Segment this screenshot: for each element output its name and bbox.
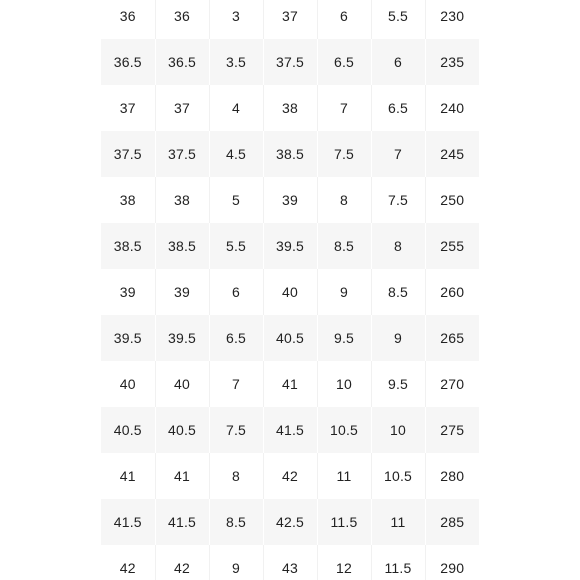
table-cell: 9.5 [371, 361, 425, 407]
table-cell: 5.5 [209, 223, 263, 269]
table-cell: 40.5 [101, 407, 155, 453]
table-cell: 10 [371, 407, 425, 453]
table-cell: 3.5 [209, 39, 263, 85]
table-cell: 7.5 [371, 177, 425, 223]
table-cell: 12 [317, 545, 371, 580]
table-cell: 38 [263, 85, 317, 131]
table-cell: 11.5 [317, 499, 371, 545]
table-cell: 37.5 [263, 39, 317, 85]
table-cell: 275 [425, 407, 479, 453]
table-cell: 4 [209, 85, 263, 131]
table-row [101, 407, 479, 453]
table-cell: 10.5 [317, 407, 371, 453]
table-cell: 39.5 [101, 315, 155, 361]
table-cell: 6.5 [371, 85, 425, 131]
table-cell: 40 [263, 269, 317, 315]
table-row [101, 39, 479, 85]
size-chart-body [101, 0, 479, 580]
table-cell: 10.5 [371, 453, 425, 499]
table-cell: 39 [155, 269, 209, 315]
table-cell: 6 [317, 0, 371, 39]
table-cell: 37 [263, 0, 317, 39]
table-cell: 7.5 [317, 131, 371, 177]
size-chart-table [101, 0, 479, 580]
table-row [101, 223, 479, 269]
table-cell: 5.5 [371, 0, 425, 39]
table-cell: 37 [101, 85, 155, 131]
table-cell: 39 [101, 269, 155, 315]
table-cell: 41 [263, 361, 317, 407]
table-cell: 9 [317, 269, 371, 315]
table-cell: 42 [155, 545, 209, 580]
table-cell: 38 [155, 177, 209, 223]
table-cell: 290 [425, 545, 479, 580]
table-cell: 41.5 [263, 407, 317, 453]
table-cell: 41.5 [101, 499, 155, 545]
table-cell: 3 [209, 0, 263, 39]
table-cell: 265 [425, 315, 479, 361]
table-row [101, 315, 479, 361]
table-cell: 40.5 [263, 315, 317, 361]
table-cell: 39.5 [263, 223, 317, 269]
table-cell: 4.5 [209, 131, 263, 177]
table-cell: 43 [263, 545, 317, 580]
table-cell: 38.5 [155, 223, 209, 269]
table-row [101, 499, 479, 545]
table-cell: 280 [425, 453, 479, 499]
table-cell: 260 [425, 269, 479, 315]
table-cell: 7.5 [209, 407, 263, 453]
table-row [101, 85, 479, 131]
table-cell: 6.5 [209, 315, 263, 361]
table-cell: 6 [371, 39, 425, 85]
table-cell: 8 [209, 453, 263, 499]
table-cell: 11 [371, 499, 425, 545]
table-cell: 240 [425, 85, 479, 131]
table-cell: 9 [371, 315, 425, 361]
table-cell: 36 [101, 0, 155, 39]
table-row [101, 177, 479, 223]
table-cell: 9.5 [317, 315, 371, 361]
table-row [101, 453, 479, 499]
table-cell: 41 [155, 453, 209, 499]
table-cell: 6.5 [317, 39, 371, 85]
table-cell: 8 [371, 223, 425, 269]
table-cell: 7 [371, 131, 425, 177]
table-cell: 255 [425, 223, 479, 269]
table-cell: 38.5 [263, 131, 317, 177]
table-cell: 5 [209, 177, 263, 223]
table-cell: 39 [263, 177, 317, 223]
table-cell: 245 [425, 131, 479, 177]
table-cell: 40 [101, 361, 155, 407]
table-cell: 41.5 [155, 499, 209, 545]
table-row [101, 131, 479, 177]
table-cell: 40 [155, 361, 209, 407]
table-cell: 230 [425, 0, 479, 39]
table-cell: 41 [101, 453, 155, 499]
table-cell: 38 [101, 177, 155, 223]
table-cell: 36 [155, 0, 209, 39]
table-cell: 8.5 [209, 499, 263, 545]
table-cell: 36.5 [101, 39, 155, 85]
table-cell: 39.5 [155, 315, 209, 361]
table-cell: 270 [425, 361, 479, 407]
table-cell: 42 [101, 545, 155, 580]
table-cell: 11.5 [371, 545, 425, 580]
table-cell: 37.5 [101, 131, 155, 177]
table-cell: 250 [425, 177, 479, 223]
table-cell: 40.5 [155, 407, 209, 453]
table-row [101, 269, 479, 315]
table-row [101, 545, 479, 580]
table-cell: 235 [425, 39, 479, 85]
table-cell: 9 [209, 545, 263, 580]
table-cell: 6 [209, 269, 263, 315]
table-cell: 285 [425, 499, 479, 545]
table-cell: 7 [209, 361, 263, 407]
table-cell: 38.5 [101, 223, 155, 269]
table-cell: 42 [263, 453, 317, 499]
table-row [101, 0, 479, 39]
table-cell: 7 [317, 85, 371, 131]
table-cell: 11 [317, 453, 371, 499]
table-row [101, 361, 479, 407]
table-cell: 36.5 [155, 39, 209, 85]
table-cell: 42.5 [263, 499, 317, 545]
table-cell: 8.5 [317, 223, 371, 269]
table-cell: 8.5 [371, 269, 425, 315]
table-cell: 10 [317, 361, 371, 407]
table-cell: 37 [155, 85, 209, 131]
table-cell: 37.5 [155, 131, 209, 177]
table-cell: 8 [317, 177, 371, 223]
